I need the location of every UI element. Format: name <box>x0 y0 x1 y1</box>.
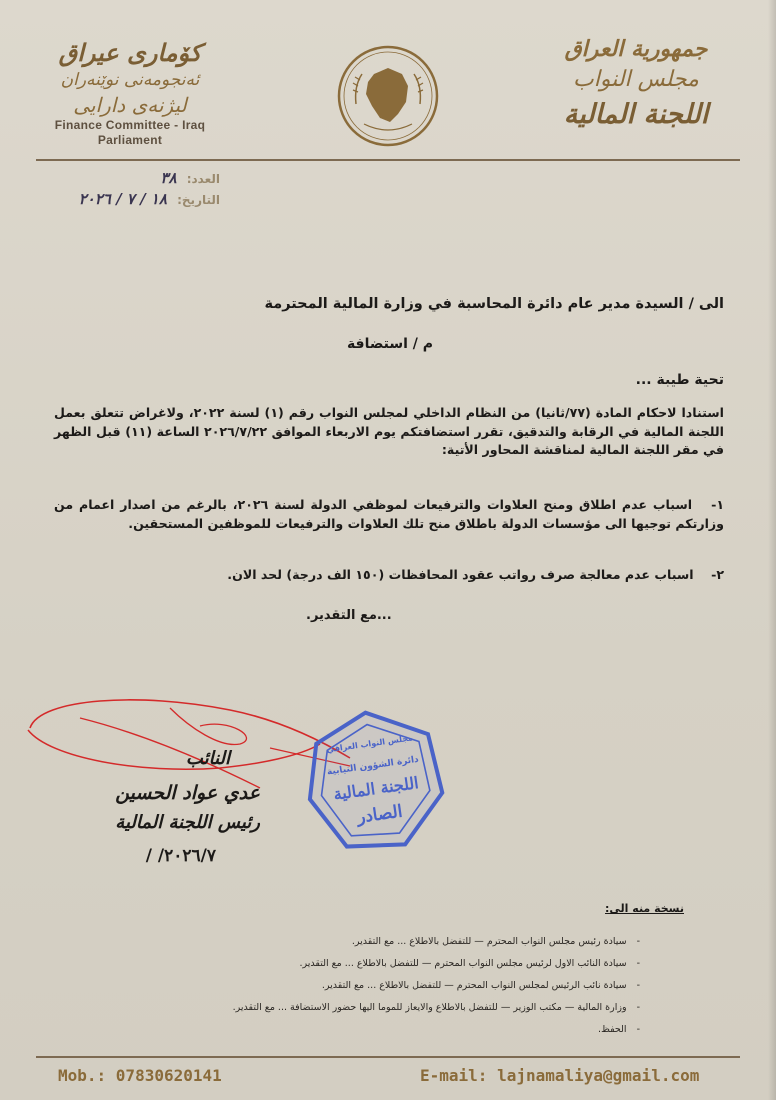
official-stamp-icon <box>300 706 450 856</box>
signatory-role: رئيس اللجنة المالية <box>115 812 260 833</box>
greeting-line: تحية طيبة ... <box>635 372 724 388</box>
letterhead-english-parliament: Parliament <box>97 133 163 147</box>
agenda-item-text: اسباب عدم معالجة صرف رواتب عقود المحافظات (١٥٠ الف درجة) لحد الان. <box>227 567 694 582</box>
reference-date-label: التاريخ: <box>177 193 220 207</box>
letterhead-right <box>536 34 736 134</box>
agenda-item <box>54 496 724 533</box>
copy-recipient-text: وزارة المالية — مكتب الوزير — للتفضل بالاطلاع والايعاز للموما اليها حضور الاستضافة ... مع التقدير. <box>232 1002 627 1013</box>
footer-divider <box>36 1056 740 1058</box>
subject-line: م / استضافة <box>346 336 434 352</box>
reference-number-row <box>40 168 220 189</box>
reference-number-label: العدد: <box>186 172 220 186</box>
page-edge-shadow <box>768 0 776 1100</box>
letterhead-country: جمهورية العراق <box>564 36 708 62</box>
letterhead-parliament: مجلس النواب <box>573 67 699 92</box>
agenda-item <box>54 566 724 585</box>
footer-mobile: Mob.: 07830620141 <box>58 1066 222 1085</box>
signatory-title: النائب <box>185 748 230 769</box>
copy-recipient-text: سيادة نائب الرئيس لمجلس النواب المحترم — للتفضل بالاطلاع ... مع التقدير. <box>321 980 627 991</box>
copy-recipient: -وزارة المالية — مكتب الوزير — للتفضل بالاطلاع والايعاز للموما اليها حضور الاستضافة ... مع التقدير. <box>232 1002 640 1013</box>
copy-recipient: -سيادة نائب الرئيس لمجلس النواب المحترم — للتفضل بالاطلاع ... مع التقدير. <box>321 980 640 991</box>
stamp-mid-text: دائرة الشؤون النيابية <box>326 754 420 778</box>
signature-date: ٢٠٢٦/٧/ / <box>145 846 216 866</box>
copies-title: نسخة منه الى: <box>605 902 684 915</box>
reference-block <box>40 168 220 210</box>
stamp-line1: اللجنة المالية <box>332 773 420 804</box>
reference-date-row <box>40 189 220 210</box>
copy-recipient: -سيادة النائب الاول لرئيس مجلس النواب المحترم — للتفضل بالاطلاع ... مع التقدير. <box>299 958 640 969</box>
letterhead-kurdish-country: كۆمارى عيراق <box>58 38 202 67</box>
letterhead-kurdish-parliament: ئه‌نجومه‌نی نوێنه‌ران <box>60 70 200 90</box>
copy-recipient-text: سيادة النائب الاول لرئيس مجلس النواب المحترم — للتفضل بالاطلاع ... مع التقدير. <box>299 958 627 969</box>
body-paragraph: استنادا لاحكام المادة (٧٧/ثانيا) من النظام الداخلي لمجلس النواب رقم (١) لسنة ٢٠٢٢، ولاغراض تتعلق بعمل اللجنة المالية في الرقابة والتدقيق، تقرر استضافتكم يوم الاربعاء الموافق ٢٠٢٦/٧/٢٢ الساعة (١١) قبل الظهر في مقر اللجنة المالية لمناقشة المحاور الأتية: <box>54 405 724 457</box>
reference-number-value: ٣٨ <box>160 169 177 187</box>
reference-date-value: ١٨ / ٧ / ٢٠٢٦ <box>78 190 167 208</box>
letterhead-left <box>40 38 220 148</box>
agenda-item-text: اسباب عدم اطلاق ومنح العلاوات والترفيعات لموظفي الدولة لسنة ٢٠٢٦، بالرغم من اصدار اعمام من وزارتكم توجيها الى مؤسسات الدولة باطلاق منح تلك العلاوات والترفيعات للموظفين المستحقين. <box>54 497 724 531</box>
header-divider <box>36 159 740 161</box>
footer-email: E-mail: lajnamaliya@gmail.com <box>420 1066 700 1085</box>
closing-regards: ...مع التقدير. <box>306 608 392 623</box>
copy-recipient-text: سيادة رئيس مجلس النواب المحترم — للتفضل بالاطلاع ... مع التقدير. <box>351 936 627 947</box>
copy-recipient: -سيادة رئيس مجلس النواب المحترم — للتفضل بالاطلاع ... مع التقدير. <box>351 936 640 947</box>
letterhead-kurdish-committee: لیژنه‌ی دارایی <box>73 93 187 117</box>
recipient-line: الى / السيدة مدير عام دائرة المحاسبة في وزارة المالية المحترمة <box>264 296 724 312</box>
stamp-line2: الصادر <box>355 801 404 828</box>
stamp-top-text: مجلس النواب العراقي <box>326 733 414 755</box>
agenda-item-number: ١- <box>711 497 724 512</box>
copy-recipient-text: الحفظ. <box>598 1024 627 1035</box>
parliament-emblem-icon <box>336 44 440 148</box>
letterhead-committee: اللجنة المالية <box>563 99 709 130</box>
signatory-name: عدي عواد الحسين <box>115 782 260 804</box>
letterhead-english-committee: Finance Committee - Iraq <box>54 118 206 132</box>
copy-recipient: -الحفظ. <box>598 1024 640 1035</box>
agenda-item-number: ٢- <box>711 567 724 582</box>
